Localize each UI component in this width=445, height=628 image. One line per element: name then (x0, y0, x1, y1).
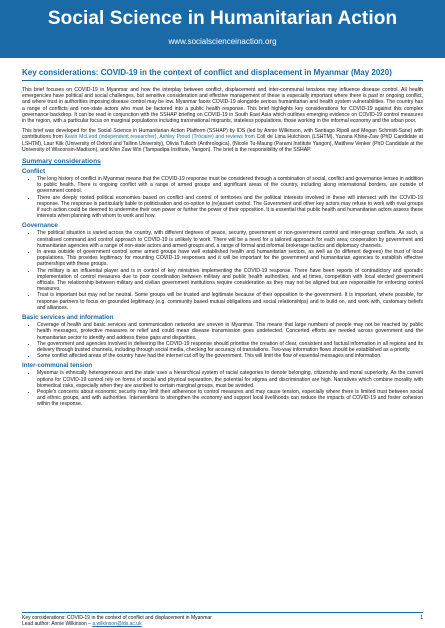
list-item: • There are deeply rooted political economies based on conflict and control of territories and the political interests involved in these will intersect with the COVID-19 response. The response is particularly liable to politicisation and co-option to (re)assert control. The Government and other key actors may refuse to work with rival groups if such action could be deemed to undermine their own power or further the power of their opposition. It is essential that public health and humanitarian actors assess these interests when planning with whom to work and how. (37, 195, 423, 220)
contributors-link[interactable]: Kevin McLeod (independent researcher), Ashley Proud (Trócaire) and reviews from (64, 134, 255, 141)
section-heading-basic-services: Basic services and information (22, 314, 114, 322)
section-heading-conflict: Conflict (22, 168, 46, 176)
page-footer (22, 612, 423, 627)
governance-list (22, 230, 423, 311)
header-banner (0, 0, 445, 58)
intercommunal-list (22, 370, 423, 407)
site-title: Social Science in Humanitarian Action (47, 8, 398, 29)
page-number: 1 (420, 615, 423, 621)
list-item: • In areas outside of government control some armed groups have well established health and humanitarian sectors, as well as (to different degrees) the trust of local populations. This provides legitimacy for mounting COVID-19 responses and it will be important for the government and humanitarian agencies to establish effective partnerships with these groups. (37, 249, 423, 268)
list-item: • The political situation is varied across the country, with different degrees of peace, security, government or non-government control and inter-group conflicts. As such, a centralised command and control approach to COVID-19 is unlikely to work. There will be a need for a tailored approach for each area; cooperation by government and humanitarian agencies with a range of non-state actors and armed groups and, a range of formal and informal brokerage tactics and diplomacy channels. (37, 230, 423, 249)
document-title: Key considerations: COVID-19 in the context of conflict and displacement in Myanmar (May 2020) (22, 68, 392, 77)
list-item: • The military is an influential player and is in control of key ministries implementing the COVID-19 response. There have been reports of contradictory and sporadic implementation of control measures due to poor coordination between military and public health authorities, and at times, competition with local elected government officials. The relationship between military and civilian government institutions require consideration as they may not be aligned but are responsible for enforcing control measures. (37, 268, 423, 293)
list-item: • People's concerns about economic security may limit their adherence to control measures and may cause tension, especially where there is limited trust between social and ethnic groups, and with authorities. Interventions to strengthen the economy and support local livelihoods can reduce the impacts of COVID-19 and foster cohesion within the response. (37, 389, 423, 408)
intro-paragraph-2-text-b: Coll de Lima Hutchison (LSHTM), Yuzana Khine-Zaw (PhD Candidate at LSHTM), Laur Kiik (University of Oxford and Tallinn University), Olivia Tulloch (Anthrologica), (Nicole Tu-Maung (Parami Institute Yangon), Matthew Venker (PhD Candidate at the University of Wisconsin-Madison), and Khin Zaw Win (Tampadipa Institute, Yangon). The brief is the responsibility of the SSHAP. (22, 134, 423, 153)
footer-document-title: Key considerations: COVID-19 in the context of conflict and displacement in Myanmar (22, 615, 212, 621)
list-item: • The government and agencies involved in delivering the COVID-19 response should prioritise the creation of clear, consistent and factual information in all regions and its delivery through trusted channels, including through social media, checking for accuracy of translations. Two-way information flows should be established as a priority. (37, 341, 423, 353)
author-email-link[interactable]: a.wilkinson@ids.ac.uk (92, 621, 142, 627)
list-item: • Myanmar is ethnically heterogeneous and the state uses a hierarchical system of racial categories to denote belonging, citizenship and moral superiority. As the current options for COVID-19 control rely on forms of social and physical separation, the potential for stigma and discrimination are high. Narratives which combine morality with biomedical risks, especially when they are ascribed to certain marginal groups, must be avoided. (37, 370, 423, 389)
intro-paragraph-2 (22, 128, 423, 153)
basic-services-list (22, 322, 423, 359)
list-item: • Coverage of health and basic services and communication networks are uneven in Myanmar. This means that large numbers of people may not be reached by public health messages, protective measures or relief and could mean disease transmission goes undetected. Concerted efforts are needed across government and the humanitarian sector to identify and address these gaps and disparities. (37, 322, 423, 341)
lead-author-label: Lead author: Annie Wilkinson – (22, 621, 93, 627)
summary-heading: Summary considerations (22, 158, 101, 166)
footer-lead-author (22, 621, 423, 627)
title-divider (22, 80, 423, 81)
site-url-link[interactable]: www.socialscienceinaction.org (168, 37, 277, 46)
list-item: • Trust is important but may not be neutral. Some groups will be trusted and legitimate because of their opposition to the government. It is important, where possible, for response partners to focus on grounded legitimacy (e.g. community based mutual obligations and social relationships) and to build on, and work with, customary beliefs and alliances. (37, 292, 423, 311)
list-item: • Some conflict affected areas of the country have had the internet cut off by the government. This will limit the flow of essential messages and information. (37, 353, 423, 359)
section-heading-intercommunal: Inter-communal tension (22, 362, 93, 370)
section-heading-governance: Governance (22, 222, 58, 230)
list-item: • The long history of conflict in Myanmar means that the COVID-19 response must be considered through a combination of social, conflict and governance lenses in addition to public health. There is ongoing conflict with a range of armed groups and significant areas of the country, including along international borders, are outside of government control. (37, 176, 423, 195)
intro-paragraph-1: This brief focuses on COVID-19 in Myanmar and how the interplay between conflict, displacement and inter-communal tensions may influence disease control. All health emergencies have political and social challenges, but sensitive consideration and effective management of these is especially important where there is past or ongoing conflict, and where trust in authorities imposing disease control may be low. Myanmar faces COVID-19 alongside serious humanitarian and health system vulnerabilities. The country has a range of conflicts and non-state actors who must be factored into a public health response. This brief highlights key considerations for COVID-19 against this complex governance backdrop. It can be read in conjunction with the SSHAP briefing on COVID-19 in South East Asia which outlines emerging evidence on COVID-19 control measures in the region, with a particular focus on marginal populations including transnational migrants, stateless populations, those working in the informal economy and the urban poor. (22, 87, 423, 125)
intro-paragraph-2-text-a: This brief was developed for the Social Science in Humanitarian Action Platform (SSHAP) by IDS (led by Annie Wilkinson, with Santiago Ripoll and Megan Schmidt-Sane) with contributions from (22, 128, 423, 141)
document-body (0, 68, 445, 408)
conflict-list (22, 176, 423, 219)
